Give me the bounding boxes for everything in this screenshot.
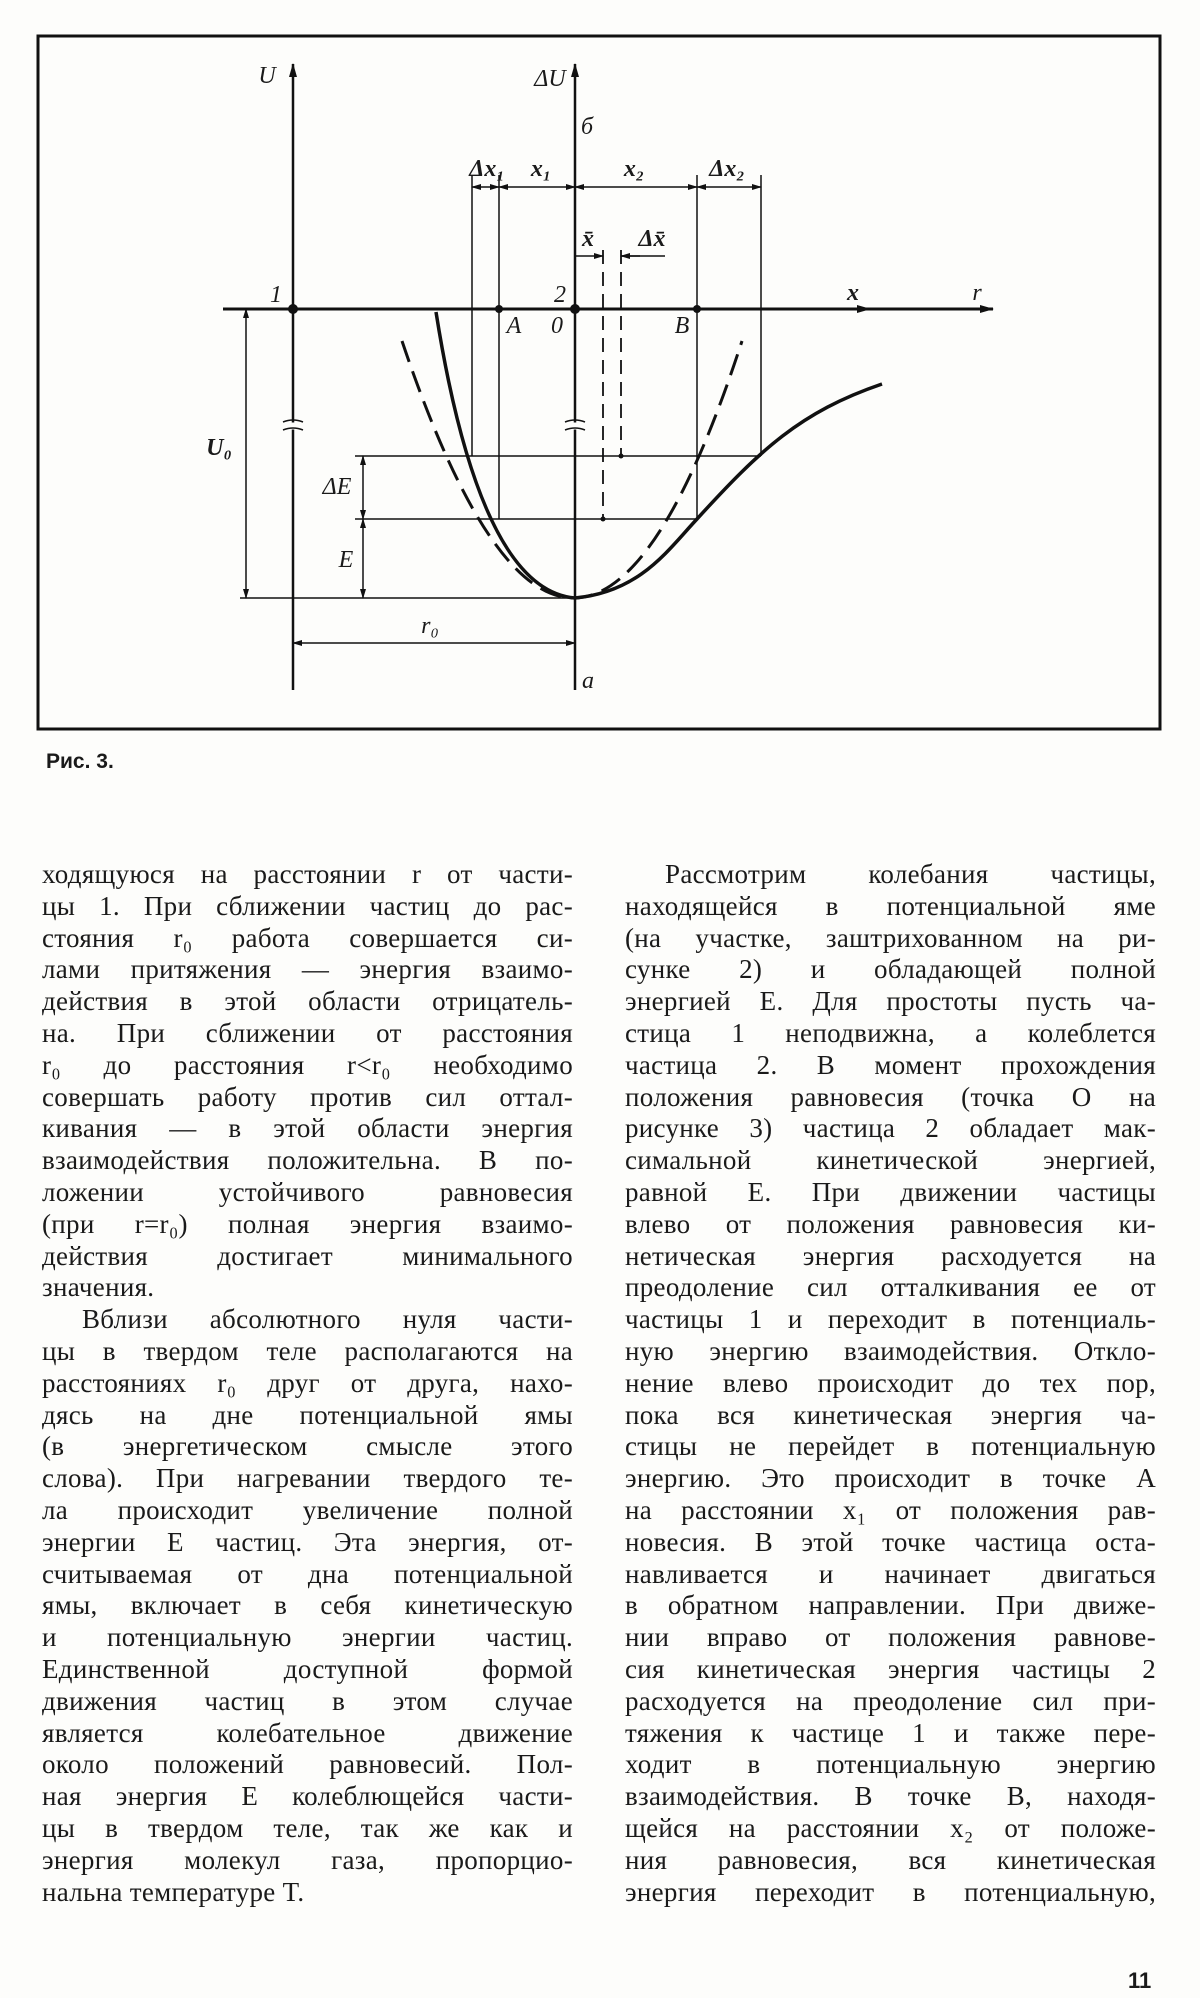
text-line: считываемая от дна потенциальной (42, 1558, 573, 1589)
text-line: взаимодействия. В точке B, находя- (625, 1781, 1156, 1812)
text-line: стицы не перейдет в потенциальную (625, 1431, 1156, 1462)
text-line: нии вправо от положения равнове- (625, 1622, 1156, 1653)
text-line: слова). При нагревании твердого те- (42, 1463, 573, 1494)
label-particle-1: 1 (270, 282, 282, 308)
text-line: стица 1 неподвижна, а колеблется (625, 1017, 1156, 1048)
point-b (693, 305, 701, 313)
text-line: ямы, включает в себя кинетическую (42, 1590, 573, 1621)
label-delta-x1: Δx₁ (469, 156, 505, 182)
text-line: щейся на расстоянии x₂ от положе- (625, 1812, 1156, 1843)
text-line: стояния r₀ работа совершается си- (42, 922, 573, 953)
axis-break-marks (283, 420, 585, 430)
text-line: цы 1. При сближении частиц до рас- (42, 890, 573, 921)
text-line: Рассмотрим колебания частицы, (665, 859, 1156, 889)
text-line: ная энергия E колеблющейся части- (42, 1781, 573, 1812)
label-x1: x₁ (530, 156, 552, 182)
label-r0: r₀ (421, 613, 439, 639)
label-e: E (338, 547, 354, 573)
label-delta-x-bar: Δx̄ (638, 226, 666, 252)
label-u0: U₀ (206, 435, 232, 461)
text-line: совершать работу против сил оттал- (42, 1081, 573, 1112)
text-line: находящейся в потенциальной яме (625, 890, 1156, 921)
text-line: энергией E. Для простоты пусть ча- (625, 986, 1156, 1017)
label-delta-x2: Δx₂ (709, 156, 745, 182)
text-line: (при r=r₀) полная энергия взаимо- (42, 1208, 573, 1239)
text-line: действия достигает минимального (42, 1240, 573, 1271)
text-line: движения частиц в этом случае (42, 1685, 573, 1716)
label-r: r (972, 280, 982, 306)
text-line: ходит в потенциальную энергию (625, 1749, 1156, 1780)
text-line: нение влево происходит до тех пор, (625, 1367, 1156, 1398)
label-x-bar: x̄ (582, 226, 594, 252)
text-line: r₀ до расстояния r<r₀ необходимо (42, 1049, 573, 1080)
text-line: энергии E частиц. Эта энергия, от- (42, 1526, 573, 1557)
text-line: ходящуюся на расстоянии r от части- (42, 859, 573, 889)
figure-caption: Рис. 3. (46, 750, 114, 773)
text-line: частицы 1 и переходит в потенциаль- (625, 1304, 1156, 1335)
point-a (495, 305, 503, 313)
text-line: симальной кинетической энергией, (625, 1145, 1156, 1176)
text-line: и потенциальную энергии частиц. (42, 1622, 573, 1653)
text-line: действия в этой области отрицатель- (42, 986, 573, 1017)
label-delta-u: ΔU (534, 66, 566, 92)
text-column-right (625, 859, 1156, 1908)
text-line: кивания — в этой области энергия (42, 1113, 573, 1144)
text-line: (в энергетическом смысле этого (42, 1431, 573, 1462)
label-origin: 0 (551, 313, 563, 339)
text-line: нетическая энергия расходуется на (625, 1240, 1156, 1271)
text-line: положения равновесия (точка O на (625, 1081, 1156, 1112)
text-line: в обратном направлении. При движе- (625, 1590, 1156, 1621)
text-line: ния равновесия, вся кинетическая (625, 1844, 1156, 1875)
text-line: энергию. Это происходит в точке A (625, 1463, 1156, 1494)
text-line: лами притяжения — энергия взаимо- (42, 954, 573, 985)
text-line: тяжения к частице 1 и также пере- (625, 1717, 1156, 1748)
text-line: сия кинетическая энергия частицы 2 (625, 1653, 1156, 1684)
text-line: ную энергию взаимодействия. Откло- (625, 1335, 1156, 1366)
label-x: x (847, 280, 859, 306)
label-b: б (580, 114, 594, 140)
label-particle-2: 2 (554, 282, 566, 308)
text-line: Единственной доступной формой (42, 1653, 573, 1684)
text-line: ла происходит увеличение полной (42, 1494, 573, 1525)
text-line: около положений равновесий. Пол- (42, 1749, 573, 1780)
label-a-point: A (506, 313, 522, 339)
label-b-point: B (674, 313, 690, 339)
potential-energy-diagram (0, 0, 1200, 740)
text-line: ложении устойчивого равновесия (42, 1176, 573, 1207)
label-a-axis: a (582, 668, 594, 694)
harmonic-potential-curve (402, 341, 742, 598)
text-line: влево от положения равновесия ки- (625, 1208, 1156, 1239)
text-line: Вблизи абсолютного нуля части- (82, 1304, 573, 1335)
particle-1-point (288, 304, 298, 314)
text-line: дясь на дне потенциальной ямы (42, 1399, 573, 1430)
text-line: пока вся кинетическая энергия ча- (625, 1399, 1156, 1430)
label-x2: x₂ (623, 156, 645, 182)
text-line: цы в твердом теле, так же как и (42, 1812, 573, 1843)
text-line: расстояниях r₀ друг от друга, нахо- (42, 1367, 573, 1398)
text-line: преодоление сил отталкивания ее от (625, 1272, 1156, 1303)
text-line: на расстоянии x₁ от положения рав- (625, 1494, 1156, 1525)
text-line: навливается и начинает двигаться (625, 1558, 1156, 1589)
figure-frame (38, 36, 1160, 729)
text-column-left (42, 859, 573, 1908)
label-delta-e: ΔE (322, 474, 352, 500)
particle-2-point (570, 304, 580, 314)
text-line: сунке 2) и обладающей полной (625, 954, 1156, 985)
text-line: цы в твердом теле располагаются на (42, 1335, 573, 1366)
text-line: (на участке, заштрихованном на ри- (625, 922, 1156, 953)
text-line: значения. (42, 1272, 155, 1303)
label-u: U (258, 63, 276, 89)
text-line: частица 2. В момент прохождения (625, 1049, 1156, 1080)
text-line: энергия переходит в потенциальную, (625, 1876, 1156, 1907)
page-number: 11 (1128, 1968, 1152, 1993)
text-line: новесия. В этой точке частица оста- (625, 1526, 1156, 1557)
text-line: взаимодействия положительна. В по- (42, 1145, 573, 1176)
text-line: равной E. При движении частицы (625, 1176, 1156, 1207)
text-line: на. При сближении от расстояния (42, 1017, 573, 1048)
text-line: расходуется на преодоление сил при- (625, 1685, 1156, 1716)
text-line: рисунке 3) частица 2 обладает мак- (625, 1113, 1156, 1144)
text-line: является колебательное движение (42, 1717, 573, 1748)
text-line: нальна температуре T. (42, 1876, 305, 1907)
text-line: энергия молекул газа, пропорцио- (42, 1844, 573, 1875)
